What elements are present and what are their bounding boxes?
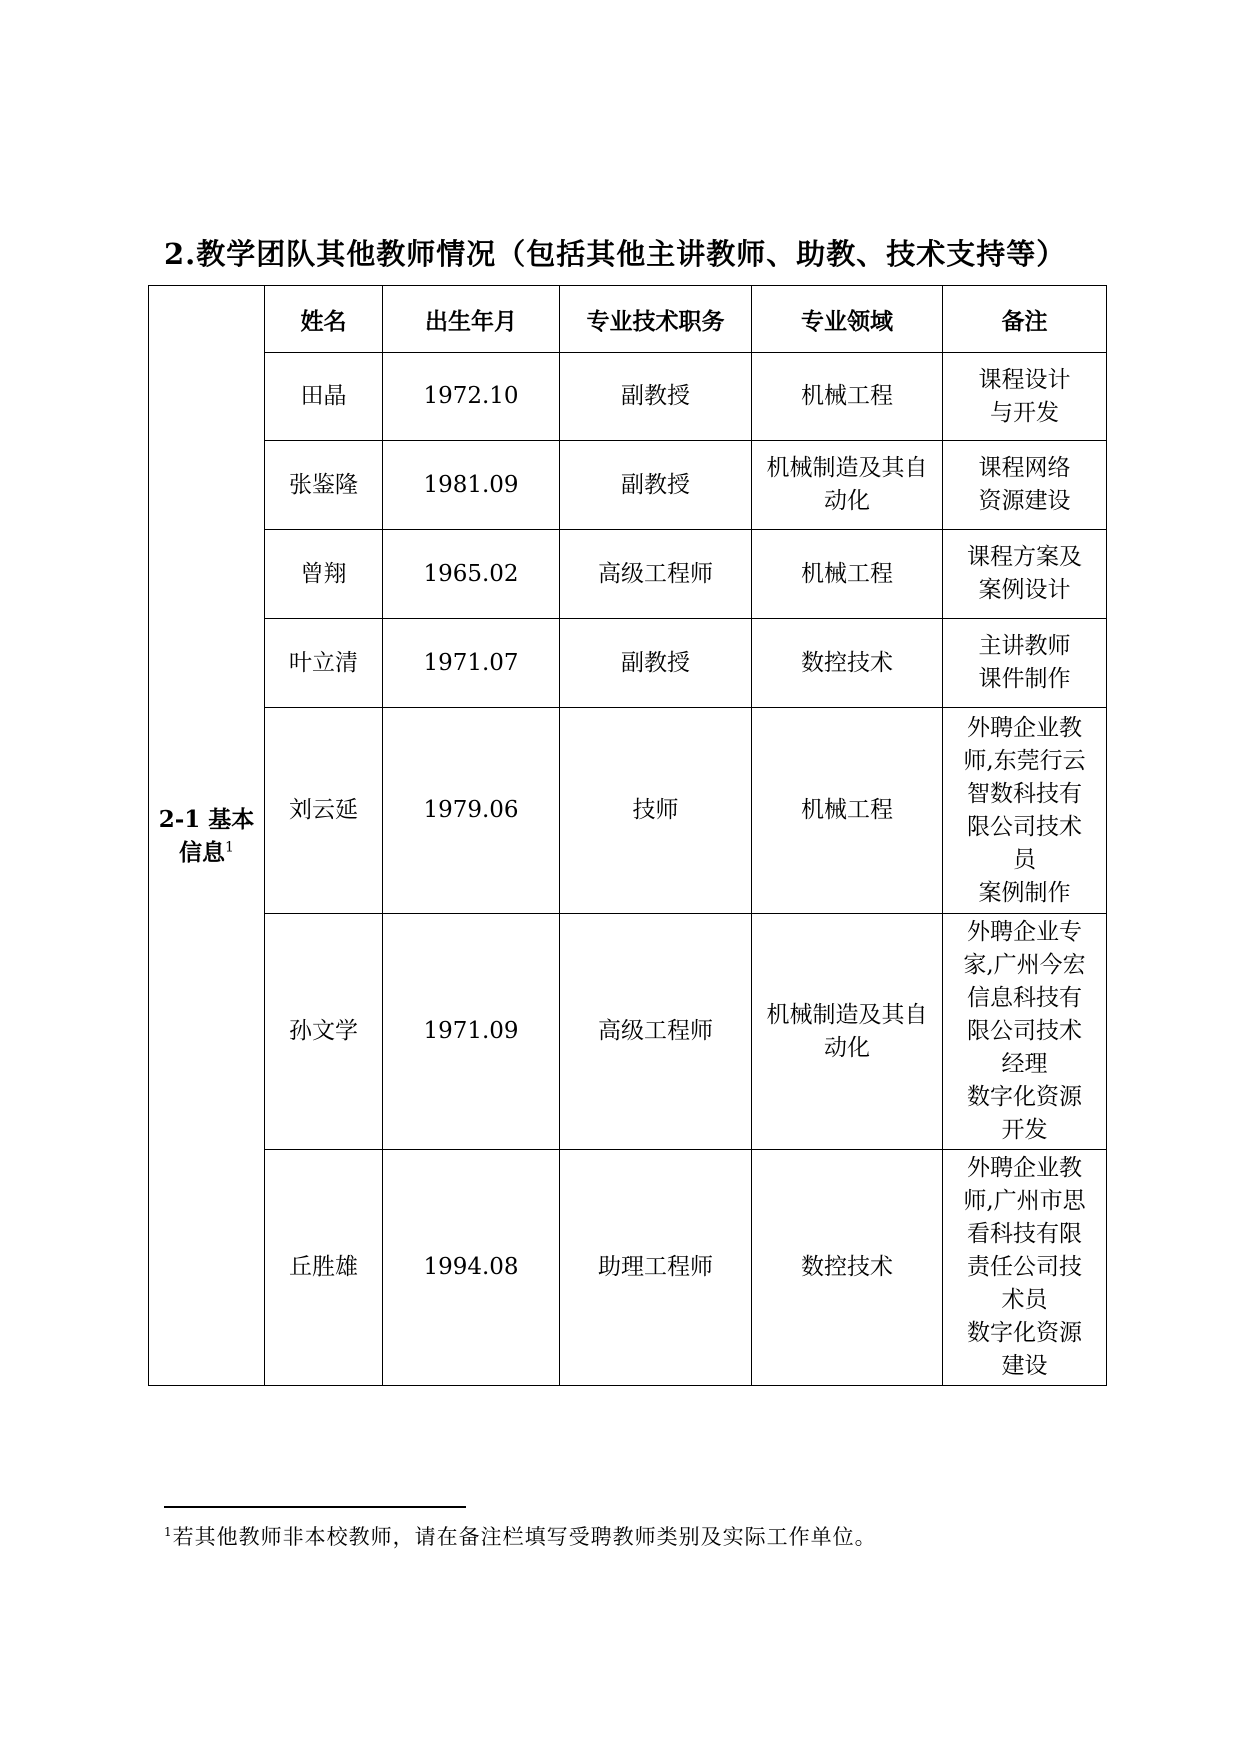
- title-cell: 高级工程师: [560, 530, 752, 619]
- footnote-divider: [164, 1506, 466, 1508]
- row-group-footnote-mark: 1: [225, 838, 234, 855]
- field-cell: 机械工程: [752, 708, 943, 914]
- birth-cell: 1981.09: [383, 441, 560, 530]
- field-cell: 机械制造及其自 动化: [752, 914, 943, 1150]
- row-group-label: [149, 286, 265, 1386]
- name-cell: 刘云延: [265, 708, 383, 914]
- table-row: [149, 530, 1107, 619]
- name-cell: 丘胜雄: [265, 1150, 383, 1386]
- birth-cell: 1971.07: [383, 619, 560, 708]
- field-cell: 机械工程: [752, 353, 943, 441]
- field-cell: 数控技术: [752, 1150, 943, 1386]
- field-cell: 数控技术: [752, 619, 943, 708]
- birth-cell: 1979.06: [383, 708, 560, 914]
- note-cell: 外聘企业教 师,广州市思 看科技有限 责任公司技 术员 数字化资源 建设: [943, 1150, 1107, 1386]
- note-header: 备注: [943, 286, 1107, 353]
- table-row: [149, 708, 1107, 914]
- birth-cell: 1971.09: [383, 914, 560, 1150]
- note-cell: 课程方案及 案例设计: [943, 530, 1107, 619]
- field-cell: 机械制造及其自 动化: [752, 441, 943, 530]
- table-row: [149, 1150, 1107, 1386]
- section-title: 2.教学团队其他教师情况（包括其他主讲教师、助教、技术支持等）: [164, 237, 1067, 271]
- title-cell: 副教授: [560, 441, 752, 530]
- note-cell: 课程设计 与开发: [943, 353, 1107, 441]
- name-cell: 叶立清: [265, 619, 383, 708]
- name-cell: 曾翔: [265, 530, 383, 619]
- title-cell: 高级工程师: [560, 914, 752, 1150]
- birth-cell: 1994.08: [383, 1150, 560, 1386]
- birth-cell: 1965.02: [383, 530, 560, 619]
- teacher-info-table: [148, 285, 1107, 1386]
- title-cell: 助理工程师: [560, 1150, 752, 1386]
- name-cell: 孙文学: [265, 914, 383, 1150]
- name-cell: 张鉴隆: [265, 441, 383, 530]
- field-cell: 机械工程: [752, 530, 943, 619]
- table-row: [149, 353, 1107, 441]
- footnote: [164, 1521, 877, 1551]
- name-cell: 田晶: [265, 353, 383, 441]
- birth-cell: 1972.10: [383, 353, 560, 441]
- note-cell: 外聘企业教 师,东莞行云 智数科技有 限公司技术 员 案例制作: [943, 708, 1107, 914]
- footnote-mark: 1: [164, 1525, 173, 1539]
- title-cell: 技师: [560, 708, 752, 914]
- note-cell: 主讲教师 课件制作: [943, 619, 1107, 708]
- title-header: 专业技术职务: [560, 286, 752, 353]
- name-header: 姓名: [265, 286, 383, 353]
- table-row: [149, 914, 1107, 1150]
- field-header: 专业领域: [752, 286, 943, 353]
- table-row: [149, 619, 1107, 708]
- note-cell: 课程网络 资源建设: [943, 441, 1107, 530]
- title-cell: 副教授: [560, 353, 752, 441]
- note-cell: 外聘企业专 家,广州今宏 信息科技有 限公司技术 经理 数字化资源 开发: [943, 914, 1107, 1150]
- table-row: [149, 441, 1107, 530]
- row-group-label-text: 2-1 基本信息: [158, 805, 255, 866]
- birth-header: 出生年月: [383, 286, 560, 353]
- title-cell: 副教授: [560, 619, 752, 708]
- header-row: [149, 286, 1107, 353]
- footnote-text: 若其他教师非本校教师，请在备注栏填写受聘教师类别及实际工作单位。: [172, 1525, 877, 1549]
